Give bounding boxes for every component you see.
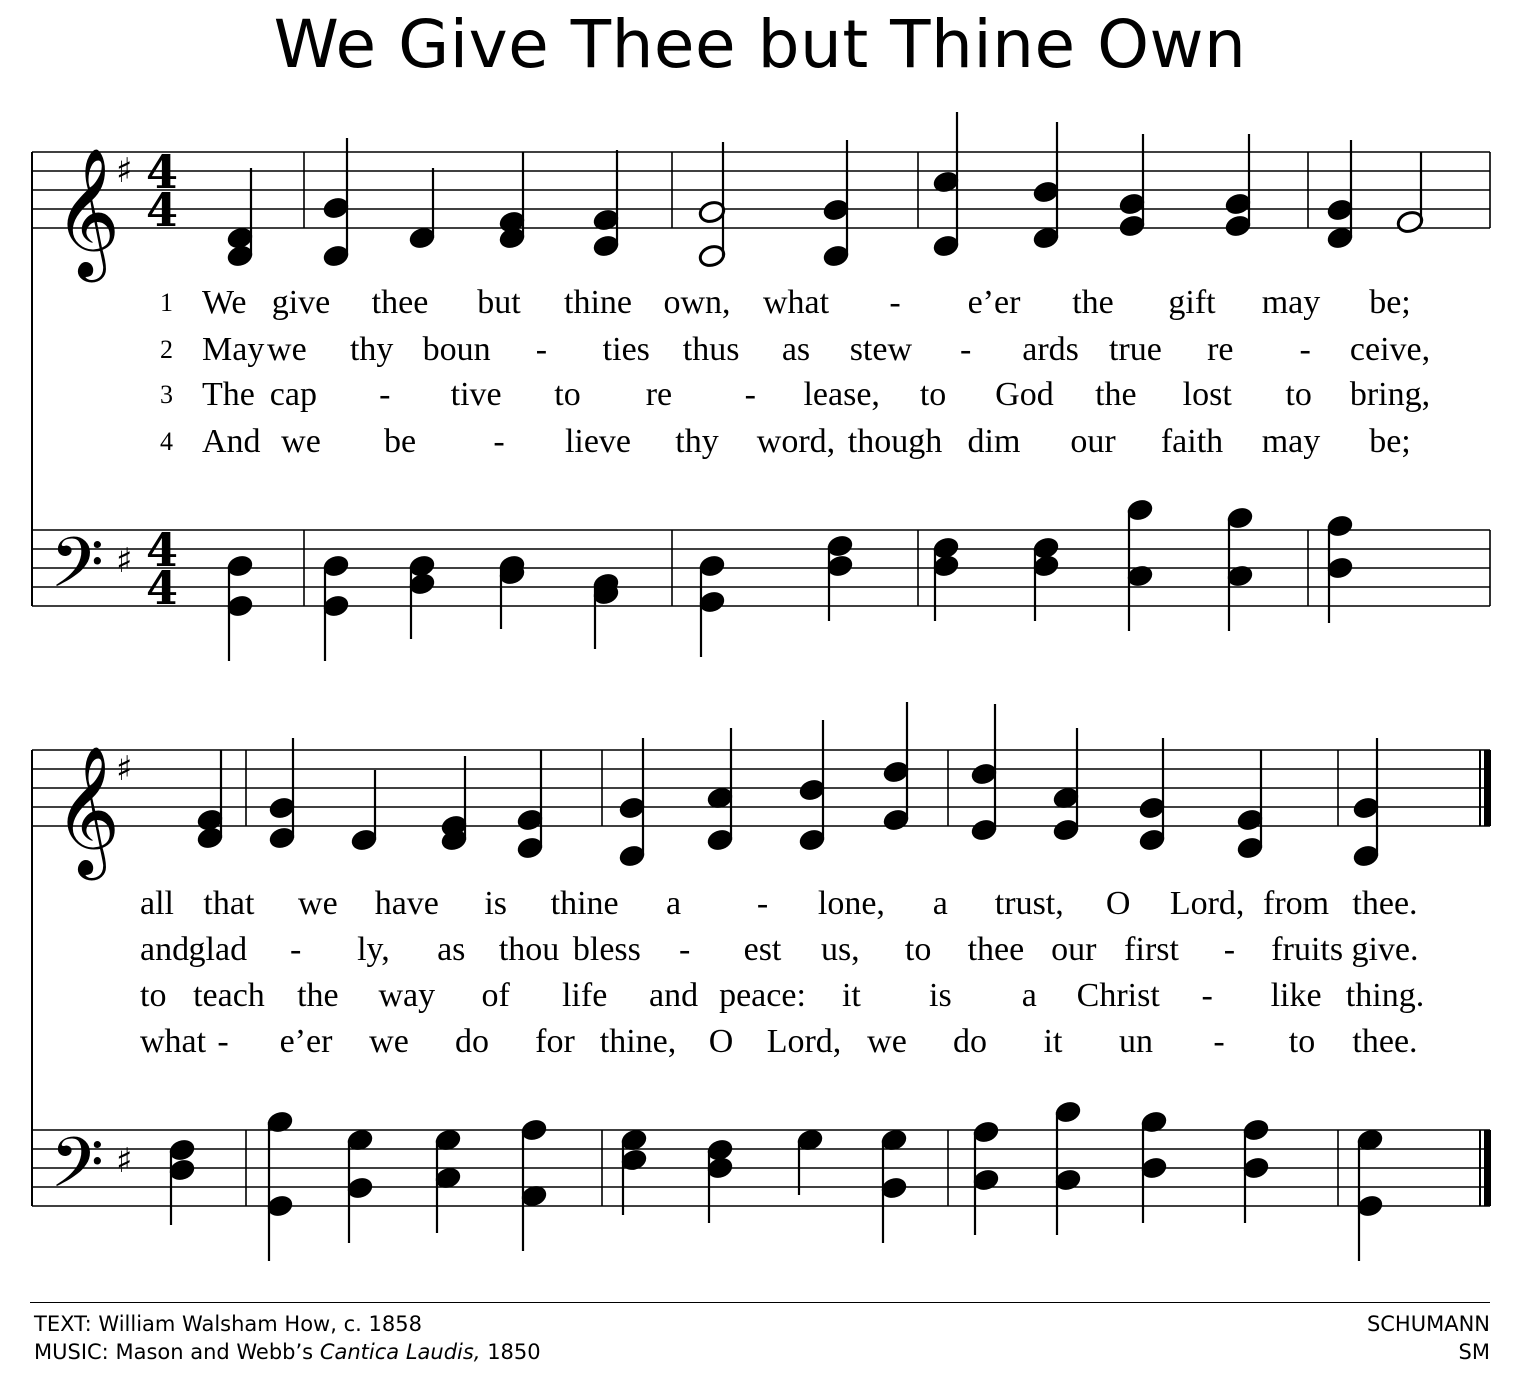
lyric-syllable: Christ <box>1076 977 1160 1014</box>
lyric-syllable: ties <box>602 331 650 368</box>
lyric-syllable: lost <box>1182 376 1232 413</box>
bass-clef: 𝄢 <box>50 522 105 620</box>
music-credit: MUSIC: Mason and Webb’s Cantica Laudis, 1850 <box>34 1340 541 1364</box>
lyric-hyphen: - <box>744 376 756 413</box>
lyric-syllable: God <box>995 376 1054 413</box>
lyric-syllable: to <box>140 977 167 1014</box>
lyric-syllable: stew <box>849 331 913 368</box>
lyric-syllable: the <box>1095 376 1137 413</box>
key-sharp: ♯ <box>116 541 133 581</box>
lyric-syllable: may <box>1261 423 1321 460</box>
tune-name: SCHUMANN <box>1366 1312 1490 1336</box>
lyric-syllable: faith <box>1160 423 1224 460</box>
lyric-syllable: life <box>561 977 608 1014</box>
lyric-hyphen: - <box>756 885 769 922</box>
lyric-syllable: give. <box>1351 931 1419 968</box>
lyric-syllable: lieve <box>564 423 632 460</box>
lyric-syllable: peace: <box>719 977 806 1014</box>
lyric-syllable: teach <box>193 977 265 1014</box>
lyric-syllable: est <box>743 931 782 968</box>
lyric-syllable: thee <box>967 931 1025 968</box>
lyric-syllable: cap <box>269 376 317 413</box>
lyric-syllable: as <box>437 931 466 968</box>
time-signature-top: 4 <box>146 523 179 577</box>
lyric-syllable: e’er <box>279 1023 333 1060</box>
footer-divider <box>30 1302 1490 1303</box>
final-barline-thick <box>1484 1130 1491 1206</box>
lyric-syllable: we <box>298 885 338 922</box>
treble-clef: 𝄞 <box>54 147 121 277</box>
lyric-syllable: have <box>374 885 439 922</box>
lyric-hyphen: - <box>535 331 548 368</box>
lyric-syllable: thee <box>371 284 429 321</box>
lyric-syllable: we <box>281 423 321 460</box>
lyric-syllable: but <box>477 284 521 321</box>
lyrics <box>140 284 1430 1060</box>
time-signature-bottom: 4 <box>146 561 179 615</box>
verse-number: 2 <box>160 335 173 364</box>
lyric-syllable: bless <box>572 931 641 968</box>
lyric-syllable: lone, <box>817 885 885 922</box>
lyric-syllable: glad <box>188 931 248 968</box>
lyric-hyphen: - <box>889 284 901 321</box>
lyric-syllable: true <box>1108 331 1162 368</box>
lyric-syllable: what <box>762 284 830 321</box>
lyric-syllable: and <box>140 931 190 968</box>
lyric-syllable: first <box>1124 931 1179 968</box>
lyric-syllable: And <box>202 423 261 460</box>
lyric-syllable: We <box>202 284 247 321</box>
bass-clef: 𝄢 <box>50 1122 105 1220</box>
lyric-syllable: ly, <box>357 931 390 968</box>
lyric-syllable: our <box>1070 423 1116 460</box>
lyric-syllable: to <box>554 376 581 413</box>
lyric-hyphen: - <box>379 376 391 413</box>
lyric-syllable: be; <box>1369 284 1411 321</box>
treble-clef: 𝄞 <box>54 745 121 875</box>
key-sharp: ♯ <box>116 151 133 191</box>
lyric-hyphen: - <box>679 931 691 968</box>
lyric-syllable: bring, <box>1349 376 1431 413</box>
lyric-hyphen: - <box>493 423 505 460</box>
lyric-hyphen: - <box>1213 1023 1225 1060</box>
key-sharp: ♯ <box>116 1141 133 1181</box>
lyric-syllable: a <box>666 885 682 922</box>
lyric-syllable: thus <box>682 331 740 368</box>
lyric-syllable: we <box>867 1023 907 1060</box>
lyric-syllable: to <box>919 376 947 413</box>
lyric-syllable: re <box>1207 331 1234 368</box>
lyric-syllable: ceive, <box>1349 331 1431 368</box>
lyric-hyphen: - <box>1223 931 1236 968</box>
lyric-syllable: lease, <box>803 376 880 413</box>
credits-right <box>1367 1310 1490 1366</box>
lyric-syllable: that <box>203 885 255 922</box>
lyric-syllable: O <box>1105 885 1131 922</box>
lyric-syllable: ards <box>1022 331 1079 368</box>
meter: SM <box>1458 1340 1490 1364</box>
lyric-syllable: is <box>484 885 508 922</box>
lyric-syllable: from <box>1263 885 1330 922</box>
lyric-syllable: thine <box>564 284 632 321</box>
lyric-syllable: Lord, <box>1169 885 1245 922</box>
lyric-syllable: of <box>481 977 510 1014</box>
lyric-syllable: thine, <box>599 1023 677 1060</box>
verse-number: 3 <box>160 380 173 409</box>
lyric-syllable: we <box>369 1023 409 1060</box>
lyric-hyphen: - <box>960 331 972 368</box>
lyric-syllable: do <box>953 1023 987 1060</box>
lyric-syllable: word, <box>756 423 836 460</box>
lyric-syllable: may <box>1261 284 1321 321</box>
lyric-syllable: do <box>455 1023 489 1060</box>
credits-left <box>34 1310 541 1366</box>
lyric-syllable: give <box>271 284 331 321</box>
lyric-syllable: to <box>1288 1023 1316 1060</box>
lyric-syllable: to <box>904 931 932 968</box>
lyric-syllable: tive <box>450 376 502 413</box>
time-signature-top: 4 <box>146 145 179 199</box>
lyric-syllable: is <box>929 977 952 1014</box>
lyric-syllable: un <box>1119 1023 1153 1060</box>
lyric-syllable: for <box>535 1023 575 1060</box>
verse-number: 4 <box>160 427 173 456</box>
lyric-syllable: like <box>1270 977 1322 1014</box>
lyric-syllable: all <box>140 885 174 922</box>
lyric-syllable: O <box>708 1023 734 1060</box>
lyric-syllable: the <box>297 977 339 1014</box>
lyric-syllable: The <box>202 376 255 413</box>
lyric-syllable: as <box>781 331 811 368</box>
lyric-syllable: it <box>1043 1023 1063 1060</box>
lyric-syllable: and <box>649 977 699 1014</box>
lyric-syllable: be; <box>1369 423 1411 460</box>
key-sharp: ♯ <box>116 749 133 789</box>
lyric-syllable: May <box>202 331 265 368</box>
lyric-hyphen: - <box>1201 977 1213 1014</box>
hymn-title: We Give Thee but Thine Own <box>273 6 1247 83</box>
lyric-syllable: a <box>932 885 948 922</box>
lyric-syllable: own, <box>663 284 731 321</box>
lyric-syllable: it <box>841 977 861 1014</box>
lyric-syllable: thy <box>675 423 719 460</box>
lyric-syllable: thee. <box>1352 885 1418 922</box>
lyric-syllable: e’er <box>967 284 1021 321</box>
lyric-syllable: dim <box>967 423 1021 460</box>
lyric-syllable: though <box>847 423 943 460</box>
lyric-syllable: thee. <box>1352 1023 1418 1060</box>
lyric-hyphen: - <box>1299 331 1311 368</box>
lyric-syllable: be <box>383 423 417 460</box>
lyric-syllable: boun <box>422 331 491 368</box>
lyric-syllable: thing. <box>1345 977 1425 1014</box>
lyric-syllable: trust, <box>994 885 1064 922</box>
lyric-syllable: thou <box>498 931 560 968</box>
lyric-syllable: thy <box>349 331 394 368</box>
lyric-syllable: to <box>1285 376 1312 413</box>
lyric-syllable: thine <box>550 885 619 922</box>
lyric-hyphen: - <box>289 931 302 968</box>
lyric-syllable: we <box>267 331 307 368</box>
lyric-syllable: gift <box>1168 284 1216 321</box>
text-credit: TEXT: William Walsham How, c. 1858 <box>34 1312 422 1336</box>
lyric-hyphen: - <box>217 1023 229 1060</box>
time-signature-bottom: 4 <box>146 183 179 237</box>
lyric-syllable: our <box>1051 931 1097 968</box>
lyric-syllable: the <box>1072 284 1114 321</box>
lyric-syllable: what <box>140 1023 207 1060</box>
lyric-syllable: way <box>378 977 436 1014</box>
lyric-syllable: Lord, <box>766 1023 842 1060</box>
lyric-syllable: us, <box>820 931 860 968</box>
verse-number: 1 <box>160 288 173 317</box>
lyric-syllable: a <box>1021 977 1037 1014</box>
lyric-syllable: re <box>645 376 673 413</box>
lyric-syllable: fruits <box>1271 931 1344 968</box>
final-barline-thick <box>1484 750 1491 826</box>
